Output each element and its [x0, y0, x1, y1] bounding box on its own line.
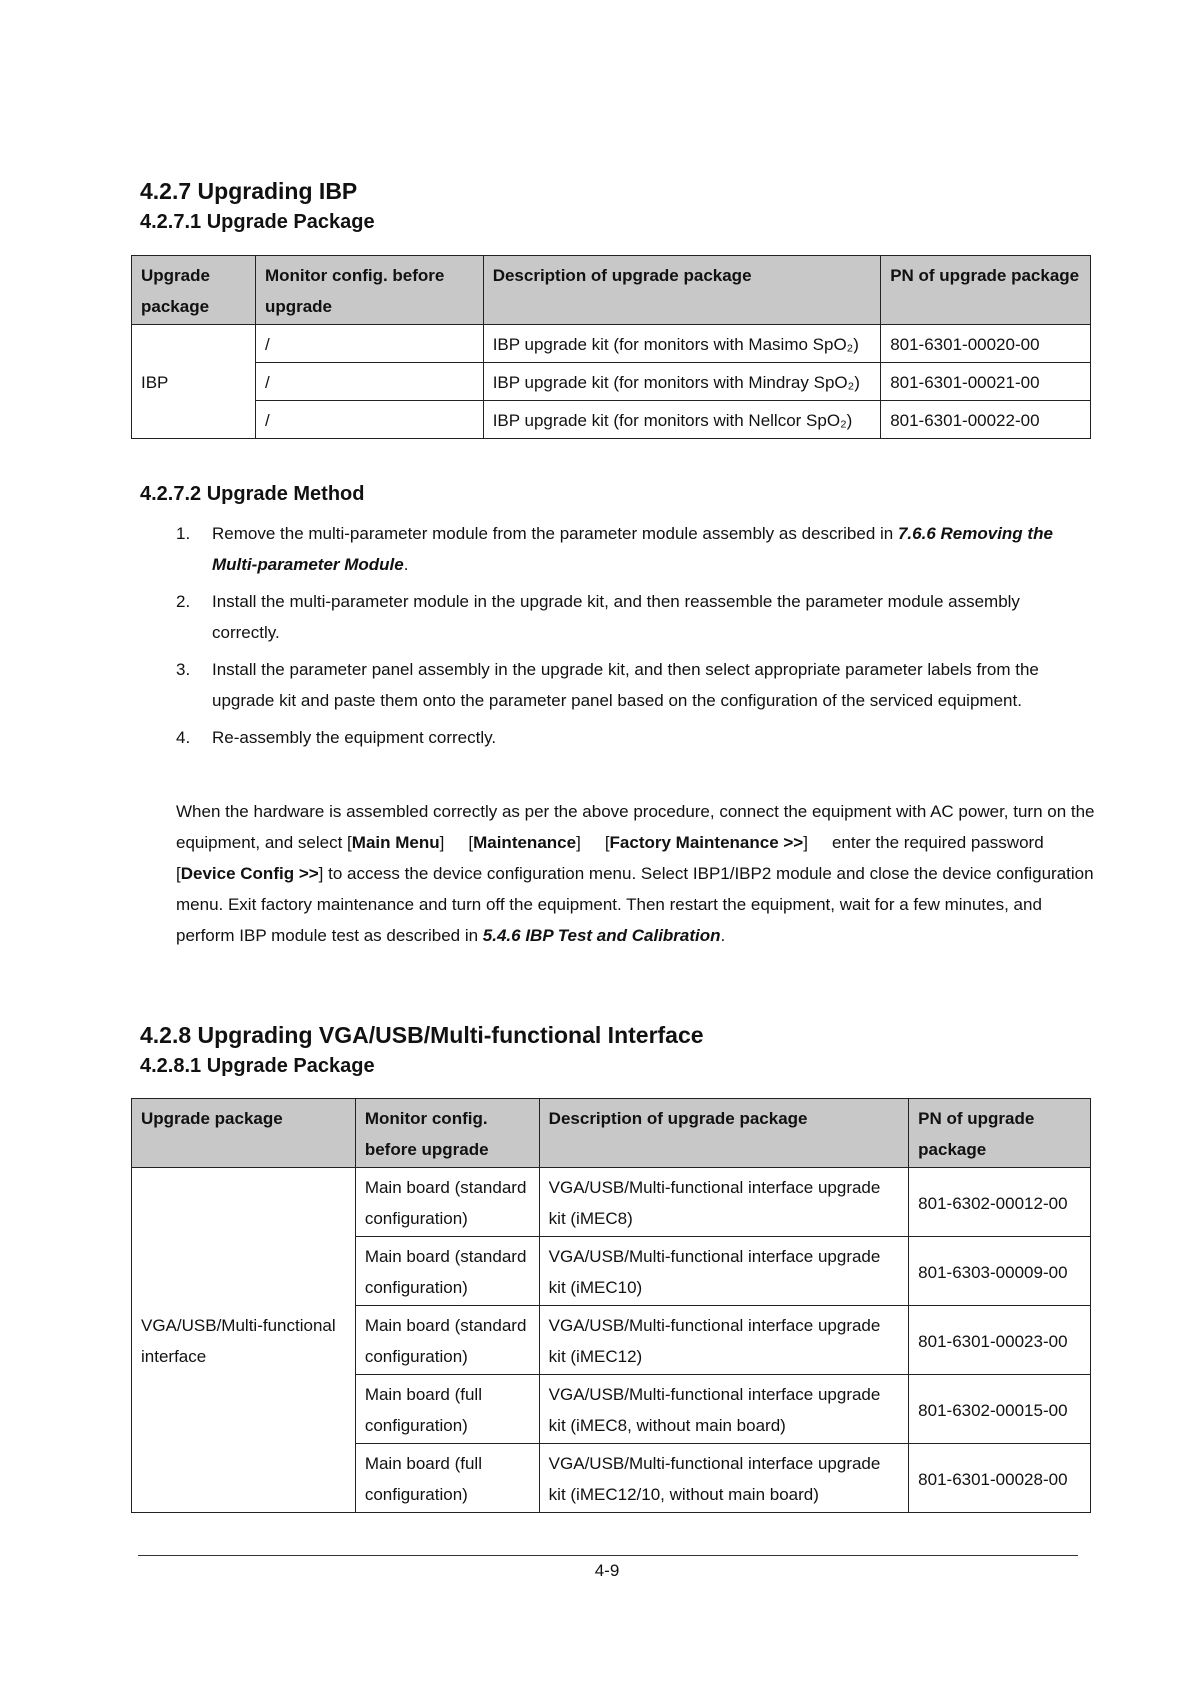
step-text: Install the parameter panel assembly in the upgrade kit, and then select appropriate parameter labels from the upgrade kit and paste them onto the parameter panel based on the configuration of the serviced equipment.: [212, 660, 1039, 710]
description-cell: VGA/USB/Multi-functional interface upgrade kit (iMEC12/10, without main board): [539, 1444, 909, 1513]
footer-divider: [138, 1555, 1078, 1556]
description-cell: VGA/USB/Multi-functional interface upgrade kit (iMEC8): [539, 1168, 909, 1237]
header-pn: PN of upgrade package: [909, 1099, 1091, 1168]
table-row: [132, 1168, 1091, 1237]
page-number: 4-9: [594, 1561, 620, 1580]
list-item: [176, 654, 1076, 716]
list-item: [176, 722, 1076, 753]
step-reference-link[interactable]: 7.6.6 Removing the Multi-parameter Module: [212, 524, 1053, 574]
description-cell: IBP upgrade kit (for monitors with Nellcor SpO₂): [483, 401, 881, 439]
section-title-ibp: 4.2.7 Upgrading IBP: [140, 178, 358, 204]
table-row: [132, 401, 1091, 439]
subsection-title-ibp-package: 4.2.7.1 Upgrade Package: [140, 211, 375, 233]
header-monitor-config: Monitor config. before upgrade: [255, 256, 483, 325]
step-number: 3.: [176, 660, 191, 679]
header-monitor-config: Monitor config. before upgrade: [355, 1099, 539, 1168]
header-description: Description of upgrade package: [483, 256, 881, 325]
step-text: Remove the multi-parameter module from the parameter module assembly as described in: [212, 524, 898, 543]
config-cell: Main board (standard configuration): [355, 1306, 539, 1375]
menu-factory-maintenance: Factory Maintenance >>: [609, 833, 804, 852]
para-text: ]: [803, 833, 808, 852]
config-cell: Main board (standard configuration): [355, 1168, 539, 1237]
package-cell-ibp: IBP: [132, 325, 256, 439]
table-header-row: [132, 256, 1091, 325]
config-cell: /: [255, 325, 483, 363]
para-text: [: [176, 864, 181, 883]
hardware-procedure-paragraph: [176, 796, 1096, 951]
description-cell: IBP upgrade kit (for monitors with Masimo SpO₂): [483, 325, 881, 363]
menu-device-config: Device Config >>: [180, 864, 319, 883]
para-text: ]: [439, 833, 445, 852]
description-cell: VGA/USB/Multi-functional interface upgrade kit (iMEC12): [539, 1306, 909, 1375]
section-title-vga-usb: 4.2.8 Upgrading VGA/USB/Multi-functional Interface: [140, 1022, 704, 1048]
header-upgrade-package: Upgrade package: [132, 256, 256, 325]
vga-package-table: [131, 1098, 1091, 1513]
description-cell: VGA/USB/Multi-functional interface upgrade kit (iMEC8, without main board): [539, 1375, 909, 1444]
list-item: [176, 586, 1076, 648]
header-description: Description of upgrade package: [539, 1099, 909, 1168]
package-cell-vga: VGA/USB/Multi-functional interface: [132, 1168, 356, 1513]
pn-cell: 801-6303-00009-00: [909, 1237, 1091, 1306]
pn-cell: 801-6302-00012-00: [909, 1168, 1091, 1237]
header-pn: PN of upgrade package: [881, 256, 1091, 325]
subsection-title-upgrade-method: 4.2.7.2 Upgrade Method: [140, 483, 365, 505]
description-cell: IBP upgrade kit (for monitors with Mindray SpO₂): [483, 363, 881, 401]
config-cell: Main board (full configuration): [355, 1444, 539, 1513]
config-cell: /: [255, 401, 483, 439]
list-item: [176, 518, 1076, 580]
step-text: Re-assembly the equipment correctly.: [212, 728, 497, 747]
para-text: enter the required password: [831, 833, 1044, 852]
para-text: [: [468, 833, 474, 852]
pn-cell: 801-6301-00020-00: [881, 325, 1091, 363]
para-text: ]: [576, 833, 581, 852]
step-number: 2.: [176, 592, 191, 611]
ibp-test-reference-link[interactable]: 5.4.6 IBP Test and Calibration: [482, 926, 721, 945]
step-number: 1.: [176, 524, 191, 543]
pn-cell: 801-6302-00015-00: [909, 1375, 1091, 1444]
table-row: [132, 325, 1091, 363]
table-header-row: [132, 1099, 1091, 1168]
config-cell: Main board (full configuration): [355, 1375, 539, 1444]
pn-cell: 801-6301-00021-00: [881, 363, 1091, 401]
menu-main-menu: Main Menu: [351, 833, 440, 852]
pn-cell: 801-6301-00023-00: [909, 1306, 1091, 1375]
step-text: Install the multi-parameter module in the upgrade kit, and then reassemble the parameter module assembly correctly.: [212, 592, 1020, 642]
config-cell: Main board (standard configuration): [355, 1237, 539, 1306]
upgrade-steps-list: [176, 518, 1076, 759]
para-text: .: [720, 926, 726, 945]
menu-maintenance: Maintenance: [473, 833, 577, 852]
pn-cell: 801-6301-00028-00: [909, 1444, 1091, 1513]
pn-cell: 801-6301-00022-00: [881, 401, 1091, 439]
para-text: When the hardware is assembled correctly as per the above procedure, connect the equipment with AC power, turn on the equipment, and select [: [176, 802, 1095, 852]
subsection-title-vga-package: 4.2.8.1 Upgrade Package: [140, 1055, 375, 1077]
table-row: [132, 363, 1091, 401]
header-upgrade-package: Upgrade package: [132, 1099, 356, 1168]
config-cell: /: [255, 363, 483, 401]
step-text-end: .: [403, 555, 409, 574]
para-text: [: [604, 833, 610, 852]
para-text: ] to access the device configuration menu. Select IBP1/IBP2 module and close the device configuration menu. Exit factory maintenance and turn off the equipment. Then restart the equipment, wait for a few minutes, and perform IBP module test as described in: [176, 864, 1094, 945]
description-cell: VGA/USB/Multi-functional interface upgrade kit (iMEC10): [539, 1237, 909, 1306]
step-number: 4.: [176, 728, 191, 747]
ibp-package-table: [131, 255, 1091, 439]
